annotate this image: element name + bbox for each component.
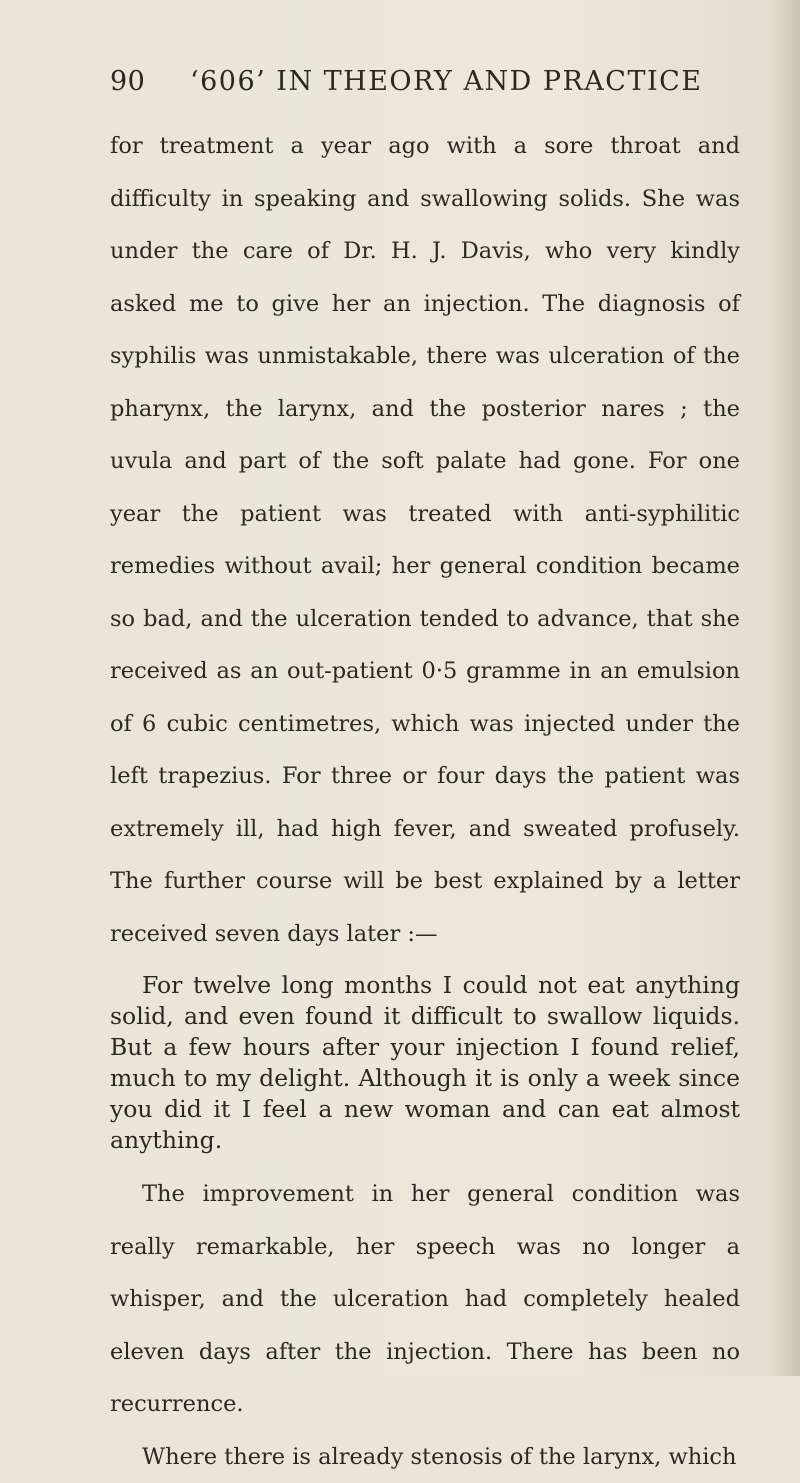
paragraph-improvement: The improvement in her general condition was really remarkable, her speech was no longer a whisper, and the ulceration had completely healed eleven days after the injection. There has been no recurrence. bbox=[110, 1168, 740, 1431]
running-title: ‘606’ IN THEORY AND PRACTICE bbox=[190, 66, 703, 97]
page-number: 90 bbox=[110, 66, 190, 98]
paragraph-case-report: for treatment a year ago with a sore throat and difficulty in speaking and swallowing solids. She was under the care of Dr. H. J. Davis, who very kindly asked me to give her an injection. The diagnosis of syphilis was unmistakable, there was ulceration of the pharynx, the larynx, and the posterior nares ; the uvula and part of the soft palate had gone. For one year the patient was treated with anti-syphilitic remedies without avail; her general condition became so bad, and the ulceration tended to advance, that she received as an out-patient 0·5 gramme in an emulsion of 6 cubic centimetres, which was injected under the left trapezius. For three or four days the patient was extremely ill, had high fever, and sweated profusely. The further course will be best explained by a letter received seven days later :— bbox=[110, 120, 740, 960]
quoted-letter: For twelve long months I could not eat anything solid, and even found it difficult to swallow liquids. But a few hours after your injection I found relief, much to my delight. Although it is only a week since you did it I feel a new woman and can eat almost anything. bbox=[110, 970, 740, 1156]
paragraph-stenosis: Where there is already stenosis of the larynx, which bbox=[110, 1431, 740, 1483]
page-edge-shadow bbox=[770, 0, 800, 1376]
body-text bbox=[110, 120, 740, 1483]
running-head bbox=[110, 66, 740, 98]
